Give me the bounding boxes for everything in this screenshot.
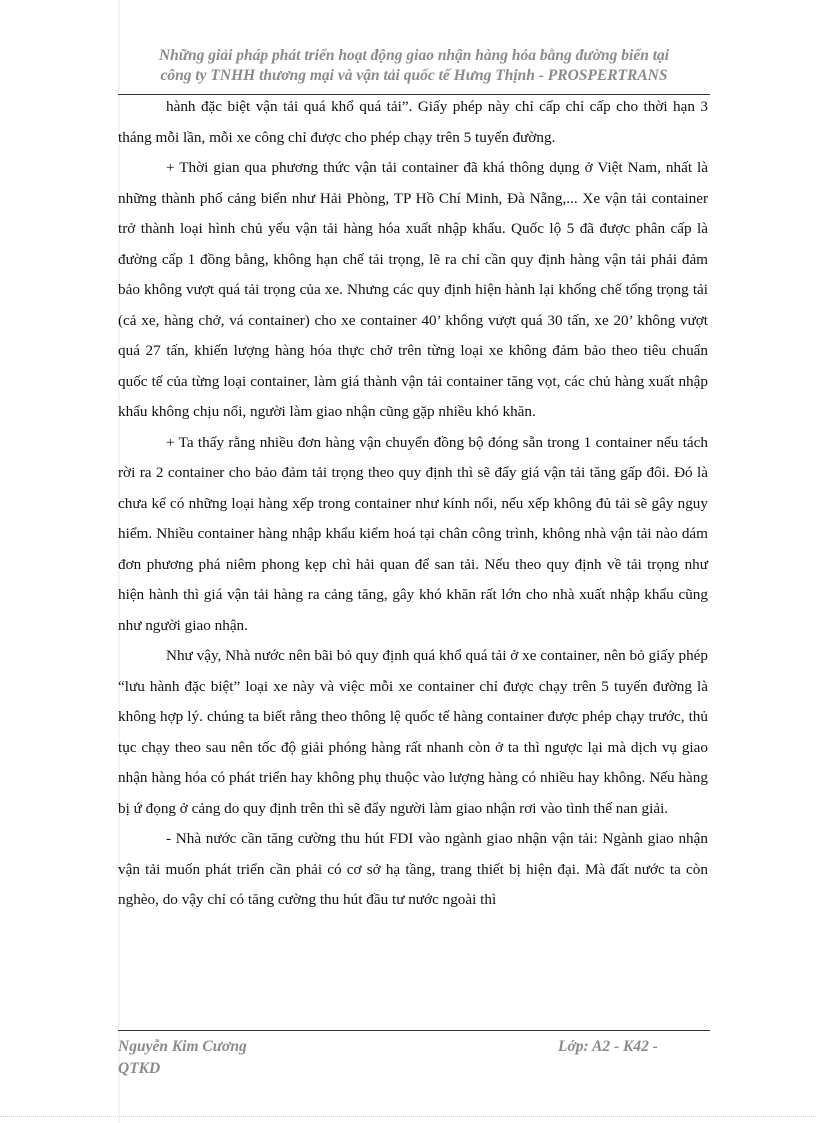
paragraph: - Nhà nước cần tăng cường thu hút FDI vào ngành giao nhận vận tải: Ngành giao nhận vận tải muốn phát triển cần phải có cơ sở hạ tầng, trang thiết bị hiện đại. Mà đất nước ta còn nghèo, do vậy chỉ có tăng cường thu hút đầu tư nước ngoài thì (118, 830, 708, 908)
paragraph: Như vậy, Nhà nước nên bãi bỏ quy định quá khổ quá tải ở xe container, nên bỏ giấy phép “lưu hành đặc biệt” loại xe này và việc mỗi xe container chỉ được chạy trên 5 tuyến đường là không hợp lý. chúng ta biết rằng theo thông lệ quốc tế hàng container được phép chạy trước, thủ tục chạy theo sau nên tốc độ giải phóng hàng rất nhanh còn ở ta thì ngược lại mà dịch vụ giao nhận hàng hóa có phát triển hay không phụ thuộc vào lượng hàng có nhiều hay không. Nếu hàng bị ứ đọng ở cảng do quy định trên thì sẽ đẩy người làm giao nhận rơi vào tình thế nan giải. (118, 647, 708, 817)
page-bottom-edge (0, 1116, 816, 1117)
header-line-1: Những giải pháp phát triển hoạt động giao nhận hàng hóa bằng đường biển tại (158, 47, 670, 64)
body-text (118, 92, 708, 916)
paragraph: + Thời gian qua phương thức vận tải container đã khá thông dụng ở Việt Nam, nhất là những thành phố cảng biển như Hải Phòng, TP Hồ Chí Minh, Đà Nẵng,... Xe vận tải container trở thành loại hình chủ yếu vận tải hàng hóa xuất nhập khẩu. Quốc lộ 5 đã được phân cấp là đường cấp 1 đồng bằng, không hạn chế tải trọng, lẽ ra chỉ cần quy định hàng vận tải phải đảm bảo không vượt quá tải trọng của xe. Nhưng các quy định hiện hành lại khống chế tổng trọng tải (cả xe, hàng chở, vá container) cho xe container 40’ không vượt quá 30 tấn, xe 20’ không vượt quá 27 tấn, khiến lượng hàng hóa thực chở trên từng loại xe không đảm bảo theo tiêu chuẩn quốc tế của từng loại container, làm giá thành vận tải container tăng vọt, các chủ hàng xuất nhập khẩu không chịu nổi, người làm giao nhận cũng gặp nhiều khó khăn. (118, 159, 708, 420)
footer-author-block (118, 1036, 338, 1080)
footer-class: Lớp: A2 - K42 - (558, 1038, 658, 1055)
running-header (118, 46, 710, 86)
footer-author: Nguyễn Kim Cương (118, 1038, 247, 1055)
footer-divider (118, 1030, 710, 1031)
paragraph-continuation: hành đặc biệt vận tải quá khổ quá tải”. Giấy phép này chỉ cấp chỉ cấp cho thời hạn 3 tháng mỗi lần, mỗi xe công chỉ được cho phép chạy trên 5 tuyến đường. (118, 98, 708, 146)
paragraph: + Ta thấy rằng nhiều đơn hàng vận chuyển đồng bộ đóng sẵn trong 1 container nếu tách rời ra 2 container cho bảo đảm tải trọng theo quy định thì sẽ đẩy giá vận tải tăng gấp đôi. Đó là chưa kể có những loại hàng xếp trong container như kính nổi, nếu xếp không đủ tải sẽ gây nguy hiểm. Nhiều container hàng nhập khẩu kiểm hoá tại chân công trình, không nhà vận tải nào dám đơn phương phá niêm phong kẹp chì hải quan để san tải. Nếu theo quy định về tải trọng như hiện hành thì giá vận tải hàng ra cảng tăng, gây khó khăn rất lớn cho nhà xuất nhập khẩu cũng như người giao nhận. (118, 433, 708, 634)
footer-major: QTKD (118, 1060, 161, 1077)
header-line-2: công ty TNHH thương mại và vận tải quốc tế Hưng Thịnh - PROSPERTRANS (160, 67, 668, 84)
